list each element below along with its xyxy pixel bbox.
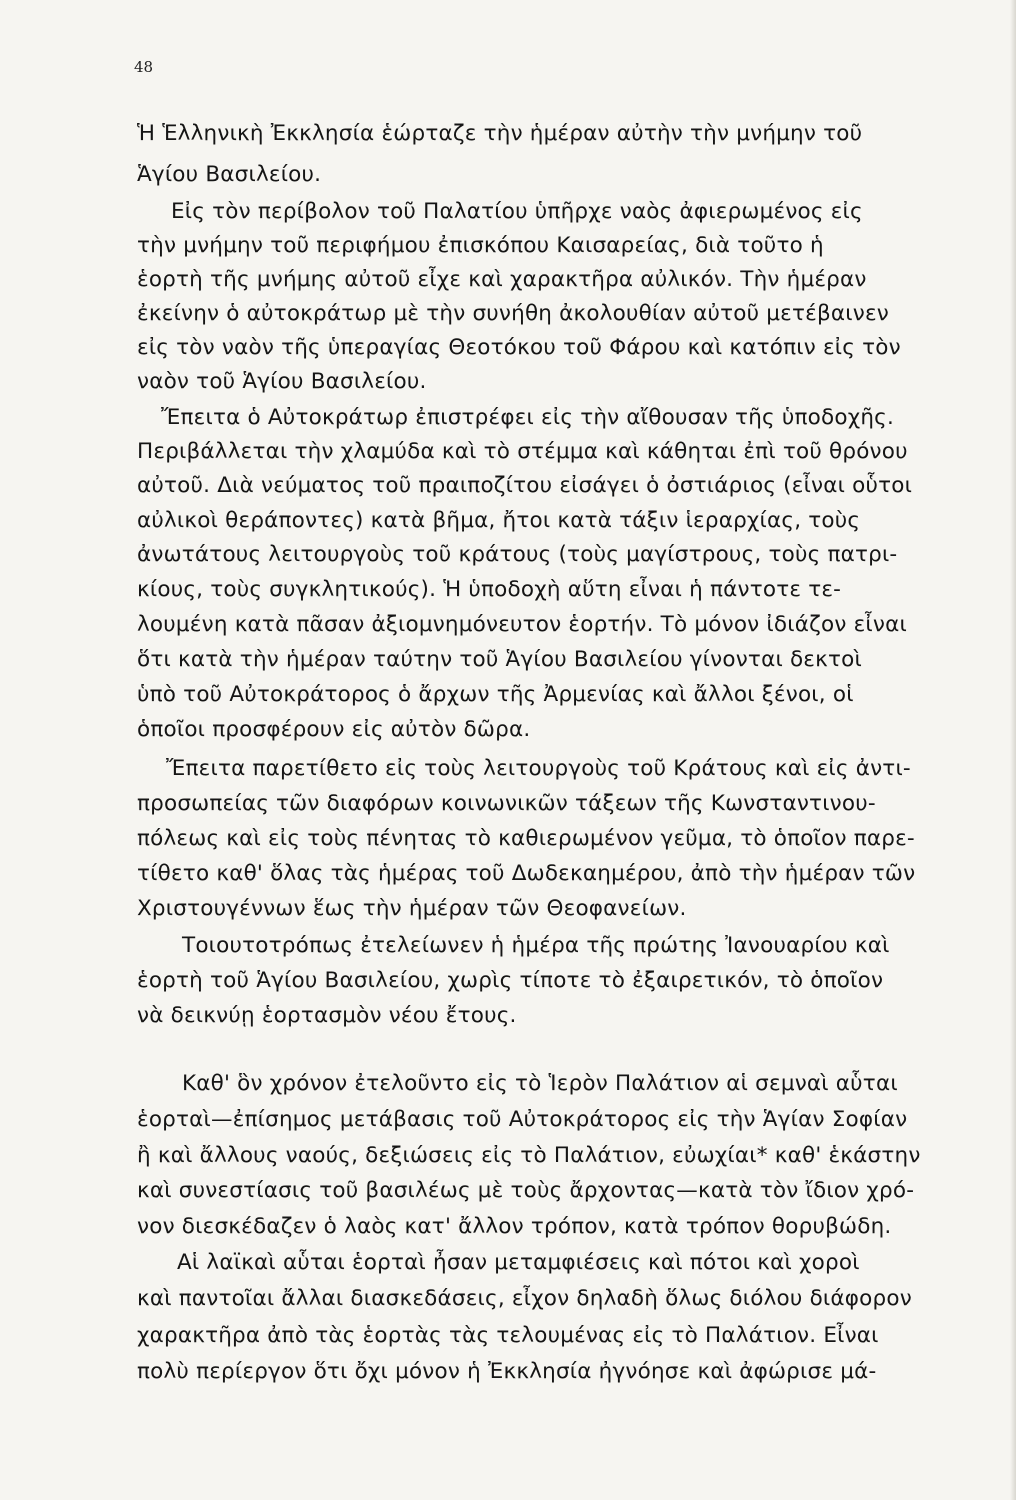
text-line: Ἔπειτα παρετίθετο εἰς τοὺς λειτουργοὺς τοῦ Κράτους καὶ εἰς ἀντι-	[166, 756, 911, 781]
text-line: Ἁγίου Βασιλείου.	[137, 162, 322, 187]
text-line: Ἡ Ἑλληνικὴ Ἐκκλησία ἑώρταζε τὴν ἡμέραν αὐτὴν τὴν μνήμην τοῦ	[137, 121, 863, 146]
text-line: Τοιουτοτρόπως ἐτελείωνεν ἡ ἡμέρα τῆς πρώτης Ἰανουαρίου καὶ	[182, 933, 890, 958]
text-line: αὐτοῦ. Διὰ νεύματος τοῦ πραιποζίτου εἰσάγει ὁ ὀστιάριος (εἶναι οὗτοι	[137, 473, 913, 498]
text-line: τίθετο καθ' ὅλας τὰς ἡμέρας τοῦ Δωδεκαημέρου, ἀπὸ τὴν ἡμέραν τῶν	[137, 861, 916, 886]
text-line: νὰ δεικνύῃ ἑορτασμὸν νέου ἔτους.	[137, 1003, 517, 1028]
text-line: εἰς τὸν ναὸν τῆς ὑπεραγίας Θεοτόκου τοῦ Φάρου καὶ κατόπιν εἰς τὸν	[137, 335, 901, 360]
text-line: ἑορταὶ—ἐπίσημος μετάβασις τοῦ Αὐτοκράτορος εἰς τὴν Ἁγίαν Σοφίαν	[137, 1107, 908, 1132]
text-line: Εἰς τὸν περίβολον τοῦ Παλατίου ὑπῆρχε ναὸς ἀφιερωμένος εἰς	[171, 199, 863, 224]
text-line: ἑορτὴ τῆς μνήμης αὐτοῦ εἶχε καὶ χαρακτῆρα αὐλικόν. Τὴν ἡμέραν	[137, 267, 867, 292]
text-line: ἑορτὴ τοῦ Ἁγίου Βασιλείου, χωρὶς τίποτε τὸ ἐξαιρετικόν, τὸ ὁποῖον	[137, 968, 884, 993]
text-line: ἢ καὶ ἄλλους ναούς, δεξιώσεις εἰς τὸ Παλάτιον, εὐωχίαι* καθ' ἑκάστην	[137, 1143, 921, 1168]
text-line: καὶ συνεστίασις τοῦ βασιλέως μὲ τοὺς ἄρχοντας—κατὰ τὸν ἴδιον χρό-	[137, 1178, 915, 1203]
text-line: χαρακτῆρα ἀπὸ τὰς ἑορτὰς τὰς τελουμένας εἰς τὸ Παλάτιον. Εἶναι	[137, 1323, 879, 1348]
text-line: Χριστουγέννων ἕως τὴν ἡμέραν τῶν Θεοφανείων.	[137, 896, 687, 921]
text-line: κίους, τοὺς συγκλητικούς). Ἡ ὑποδοχὴ αὕτη εἶναι ἡ πάντοτε τε-	[137, 577, 842, 602]
text-line: ἐκείνην ὁ αὐτοκράτωρ μὲ τὴν συνήθη ἀκολουθίαν αὐτοῦ μετέβαινεν	[137, 301, 889, 326]
text-line: καὶ παντοῖαι ἄλλαι διασκεδάσεις, εἶχον δηλαδὴ ὅλως διόλου διάφορον	[137, 1286, 912, 1311]
text-line: Ἔπειτα ὁ Αὐτοκράτωρ ἐπιστρέφει εἰς τὴν αἴθουσαν τῆς ὑποδοχῆς.	[161, 405, 895, 430]
text-line: πολὺ περίεργον ὅτι ὄχι μόνον ἡ Ἐκκλησία ἠγνόησε καὶ ἀφώρισε μά-	[137, 1359, 877, 1384]
text-line: προσωπείας τῶν διαφόρων κοινωνικῶν τάξεων τῆς Κωνσταντινου-	[137, 791, 876, 816]
text-line: ὑπὸ τοῦ Αὐτοκράτορος ὁ ἄρχων τῆς Ἀρμενίας καὶ ἄλλοι ξένοι, οἱ	[137, 682, 854, 707]
text-line: τὴν μνήμην τοῦ περιφήμου ἐπισκόπου Καισαρείας, διὰ τοῦτο ἡ	[137, 233, 824, 258]
text-line: πόλεως καὶ εἰς τοὺς πένητας τὸ καθιερωμένον γεῦμα, τὸ ὁποῖον παρε-	[137, 826, 915, 851]
text-line: ὁποῖοι προσφέρουν εἰς αὐτὸν δῶρα.	[137, 717, 531, 742]
text-line: νον διεσκέδαζεν ὁ λαὸς κατ' ἄλλον τρόπον, κατὰ τρόπον θορυβώδη.	[137, 1214, 892, 1239]
text-line: ἀνωτάτους λειτουργοὺς τοῦ κράτους (τοὺς μαγίστρους, τοὺς πατρι-	[137, 542, 898, 567]
text-line: Αἱ λαϊκαὶ αὗται ἑορταὶ ἦσαν μεταμφιέσεις καὶ πότοι καὶ χοροὶ	[177, 1250, 860, 1275]
text-line: λουμένη κατὰ πᾶσαν ἀξιομνημόνευτον ἑορτήν. Τὸ μόνον ἰδιάζον εἶναι	[137, 612, 907, 637]
page-edge-shadow	[1010, 0, 1016, 1500]
text-line: Περιβάλλεται τὴν χλαμύδα καὶ τὸ στέμμα καὶ κάθηται ἐπὶ τοῦ θρόνου	[137, 439, 908, 464]
text-line: ναὸν τοῦ Ἁγίου Βασιλείου.	[137, 369, 427, 394]
text-line: Καθ' ὃν χρόνον ἐτελοῦντο εἰς τὸ Ἱερὸν Παλάτιον αἱ σεμναὶ αὗται	[182, 1071, 898, 1096]
page-number: 48	[134, 58, 154, 76]
text-line: αὐλικοὶ θεράποντες) κατὰ βῆμα, ἤτοι κατὰ τάξιν ἱεραρχίας, τοὺς	[137, 508, 861, 533]
text-line: ὅτι κατὰ τὴν ἡμέραν ταύτην τοῦ Ἁγίου Βασιλείου γίνονται δεκτοὶ	[137, 647, 862, 672]
